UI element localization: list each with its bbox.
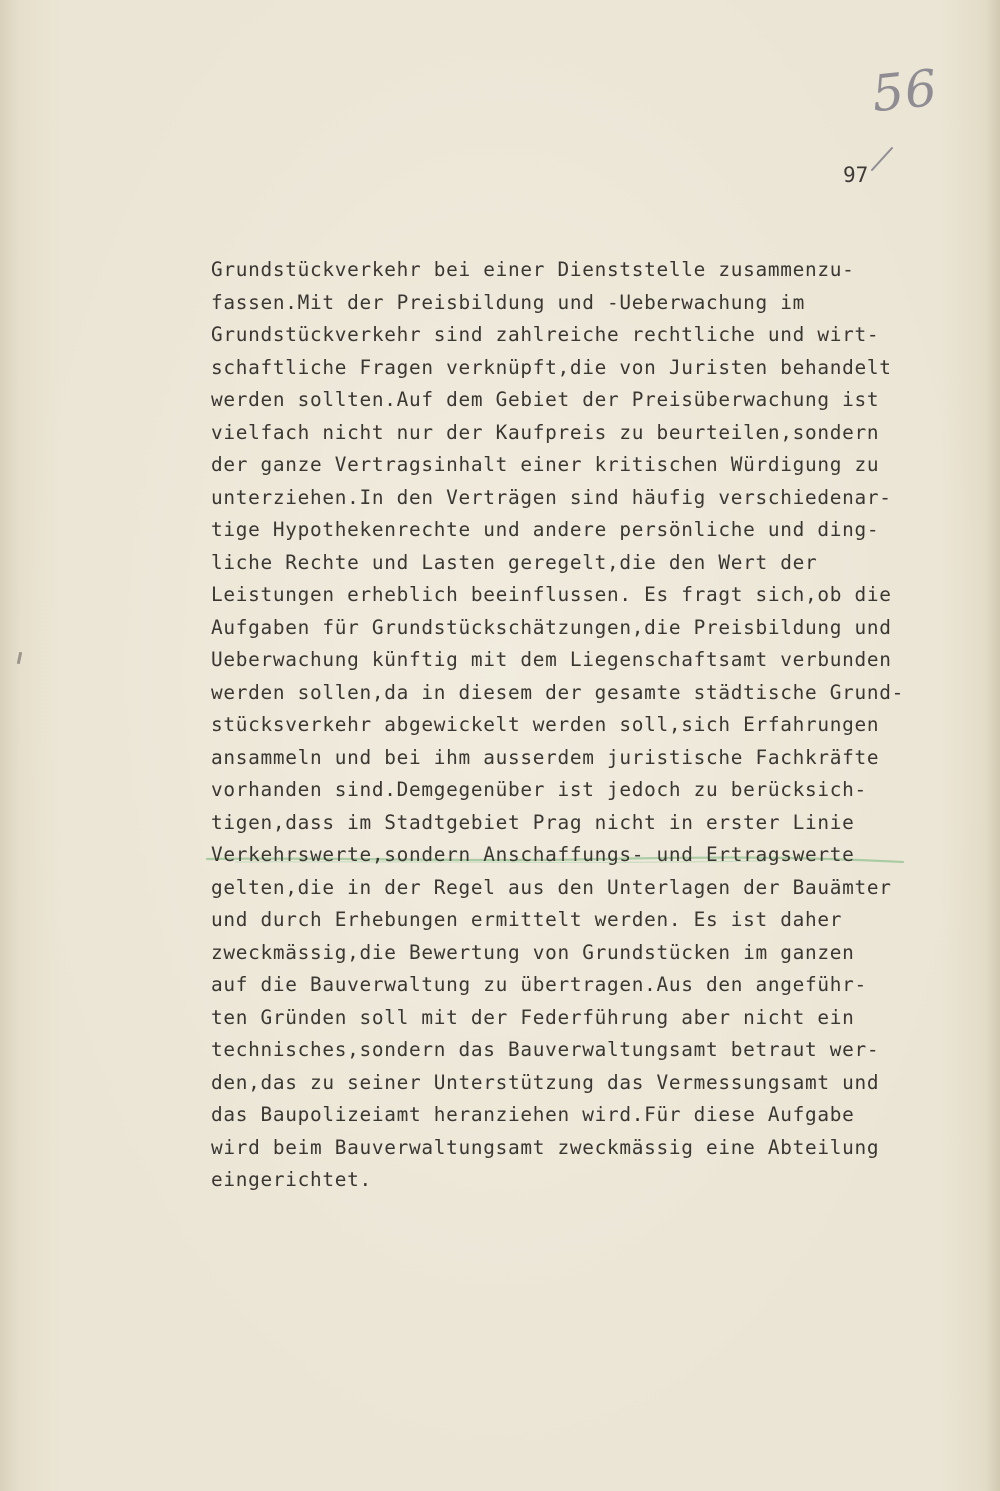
text-line: auf die Bauverwaltung zu übertragen.Aus den angeführ- [211,973,867,996]
text-line: werden sollen,da in diesem der gesamte städtische Grund- [211,680,904,704]
text-line: eingerichtet. [211,1168,372,1191]
text-line: ten Gründen soll mit der Federführung aber nicht ein [211,1005,855,1029]
text-line: Leistungen erheblich beeinflussen. Es fragt sich,ob die [211,583,892,606]
text-line: den,das zu seiner Unterstützung das Vermessungsamt und [211,1070,880,1094]
pencil-tick-mark [868,144,898,174]
margin-mark [17,652,22,664]
text-line: der ganze Vertragsinhalt einer kritischen Würdigung zu [211,453,880,476]
text-line: Ueberwachung künftig mit dem Liegenschaftsamt verbunden [211,648,892,671]
text-line: schaftliche Fragen verknüpft,die von Juristen behandelt [211,355,892,379]
text-line: liche Rechte und Lasten geregelt,die den Wert der [211,550,818,574]
typed-page-number: 97 [843,163,869,187]
text-line: gelten,die in der Regel aus den Unterlagen der Bauämter [211,875,892,899]
text-line: das Baupolizeiamt heranziehen wird.Für diese Aufgabe [211,1103,855,1126]
text-line: fassen.Mit der Preisbildung und -Ueberwachung im [211,290,805,314]
text-line: Aufgaben für Grundstückschätzungen,die Preisbildung und [211,615,892,639]
text-line: Grundstückverkehr sind zahlreiche rechtliche und wirt- [211,323,880,346]
handwritten-page-number: 56 [869,58,941,124]
text-line: technisches,sondern das Bauverwaltungsamt betraut wer- [211,1038,880,1061]
text-line: wird beim Bauverwaltungsamt zweckmässig eine Abteilung [211,1135,880,1159]
text-line: vielfach nicht nur der Kaufpreis zu beurteilen,sondern [211,420,880,444]
text-line: tige Hypothekenrechte und andere persönliche und ding- [211,518,880,541]
text-line: Verkehrswerte,sondern Anschaffungs- und Ertragswerte [211,843,855,866]
text-line: stücksverkehr abgewickelt werden soll,sich Erfahrungen [211,713,880,736]
body-text [211,254,971,1197]
text-line: unterziehen.In den Verträgen sind häufig verschiedenar- [211,485,892,509]
text-line: tigen,dass im Stadtgebiet Prag nicht in erster Linie [211,810,855,834]
text-line: vorhanden sind.Demgegenüber ist jedoch zu berücksich- [211,778,867,801]
text-line: werden sollten.Auf dem Gebiet der Preisüberwachung ist [211,388,880,411]
text-line: ansammeln und bei ihm ausserdem juristische Fachkräfte [211,745,880,769]
text-line: zweckmässig,die Bewertung von Grundstücken im ganzen [211,940,855,964]
text-line: Grundstückverkehr bei einer Dienststelle zusammenzu- [211,258,855,281]
text-line: und durch Erhebungen ermittelt werden. Es ist daher [211,908,843,931]
